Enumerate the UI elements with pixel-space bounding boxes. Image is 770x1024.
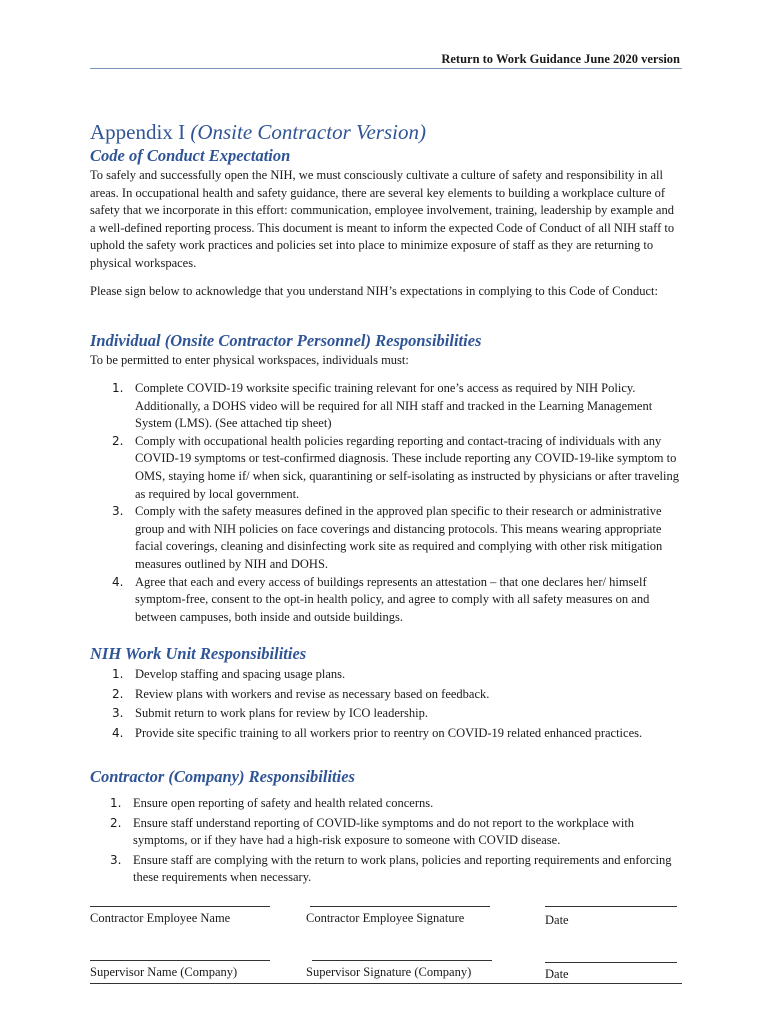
individual-responsibilities-heading: Individual (Onsite Contractor Personnel) Responsibilities [90, 331, 482, 350]
date-label: Date [545, 913, 569, 927]
work-unit-list [90, 666, 650, 742]
code-of-conduct-heading: Code of Conduct Expectation [90, 146, 291, 165]
date-label: Date [545, 967, 569, 981]
list-item [88, 852, 682, 887]
list-item-text: Develop staffing and spacing usage plans. [135, 667, 346, 681]
date-line[interactable] [545, 906, 677, 907]
employee-name-label: Contractor Employee Name [90, 911, 231, 925]
acknowledge-paragraph: Please sign below to acknowledge that you understand NIH’s expectations in complying to this Code of Conduct: [90, 284, 658, 298]
list-item [90, 666, 650, 684]
individual-intro: To be permitted to enter physical workspaces, individuals must: [90, 353, 409, 367]
employee-signature-line[interactable] [310, 906, 490, 907]
list-number: 3. [112, 706, 124, 721]
list-item-text: Comply with the safety measures defined in the approved plan specific to their research or administrative group and with NIH policies on face coverings and distancing protocols. This means wearing appropriate facial coverings, cleaning and disinfecting work site as required and complying with other risk mitigation measures outlined by NIH and DOHS. [135, 504, 663, 571]
title-italic: (Onsite Contractor Version) [190, 120, 426, 144]
list-number: 3. [112, 504, 124, 519]
list-number: 3. [110, 852, 122, 867]
list-number: 1. [112, 667, 124, 681]
list-item-text: Provide site specific training to all workers prior to reentry on COVID-19 related enhanced practices. [135, 725, 643, 740]
code-of-conduct-paragraph: To safely and successfully open the NIH, we must consciously cultivate a culture of safety and responsibility in all areas. In occupational health and safety guidance, there are several key elements to building a workplace culture of safety that we incorporate in this effort: communication, employee involvement, training, leadership by example and a well-defined reporting process. This document is meant to inform the expected Code of Conduct of all NIH staff to uphold the safety work practices and policies set into place to minimize exposure of staff as they are returning to physical workspaces. [90, 168, 675, 270]
list-number: 1. [110, 796, 122, 810]
list-item [88, 815, 682, 850]
title-main: Appendix I [90, 120, 186, 144]
list-item [90, 725, 650, 743]
list-item-text: Comply with occupational health policies regarding reporting and contact-tracing of individuals with any COVID-19 symptoms or test-confirmed diagnosis. These include reporting any COVID-19-like symptom to OMS, staying home if/ when sick, quarantining or self-isolating as instructed by physicians or after traveling as required by local government. [135, 433, 679, 501]
supervisor-signature-line[interactable] [312, 960, 492, 961]
footer-rule [90, 983, 682, 984]
list-number: 4. [112, 574, 124, 589]
list-item [90, 686, 650, 704]
supervisor-signature-label: Supervisor Signature (Company) [306, 965, 472, 979]
list-number: 4. [112, 725, 124, 740]
supervisor-name-line[interactable] [90, 960, 270, 961]
contractor-list [88, 795, 682, 887]
list-item [90, 503, 682, 573]
list-item-text: Review plans with workers and revise as necessary based on feedback. [135, 686, 490, 701]
list-item [90, 380, 682, 433]
list-item [90, 705, 650, 723]
page-title [90, 120, 426, 145]
list-number: 2. [112, 433, 124, 448]
header-rule [90, 68, 682, 69]
work-unit-heading: NIH Work Unit Responsibilities [90, 644, 307, 663]
employee-signature-label: Contractor Employee Signature [306, 911, 465, 925]
list-item-text: Ensure staff are complying with the return to work plans, policies and reporting requirements and enforcing these requirements when necessary. [133, 852, 672, 885]
list-number: 2. [112, 686, 124, 701]
contractor-heading: Contractor (Company) Responsibilities [90, 767, 355, 786]
list-item-text: Complete COVID-19 worksite specific training relevant for one’s access as required by NIH Policy. Additionally, a DOHS video will be required for all NIH staff and tracked in the Learning Management System (LMS). (See attached tip sheet) [135, 381, 653, 431]
list-item [90, 433, 682, 503]
list-item-text: Ensure open reporting of safety and health related concerns. [133, 796, 434, 810]
running-header: Return to Work Guidance June 2020 version [441, 52, 680, 66]
list-item [88, 795, 682, 813]
list-number: 2. [110, 815, 122, 830]
list-item [90, 574, 682, 627]
list-item-text: Submit return to work plans for review by ICO leadership. [135, 706, 428, 721]
list-item-text: Ensure staff understand reporting of COVID-like symptoms and do not report to the workplace with symptoms, or if they have had a high-risk exposure to someone with COVID disease. [133, 815, 635, 848]
supervisor-name-label: Supervisor Name (Company) [90, 965, 238, 979]
list-number: 1. [112, 381, 124, 395]
employee-name-line[interactable] [90, 906, 270, 907]
date-line[interactable] [545, 962, 677, 963]
list-item-text: Agree that each and every access of buildings represents an attestation – that one declares her/ himself symptom-free, consent to the opt-in health policy, and agree to comply with all safety measures on and between campuses, both inside and outside buildings. [135, 574, 650, 624]
individual-list [90, 380, 682, 626]
